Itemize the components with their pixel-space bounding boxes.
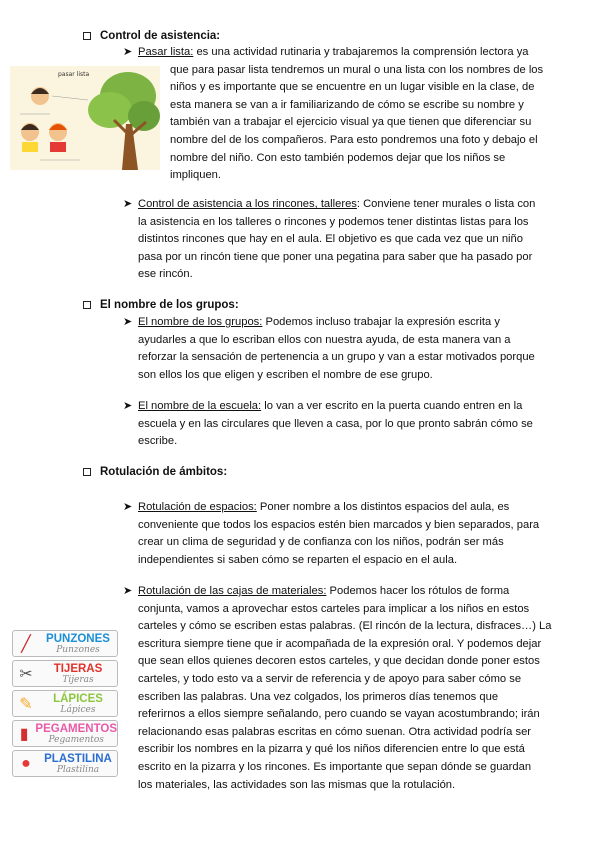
checkbox-bullet-icon [83,301,91,309]
paragraph: Rotulación de las cajas de materiales: Podemos hacer los rótulos de forma conjunta, vamos a aprovechar estos carteles para implicar a los niños en estos carteles y cómo se escriben estas palabras. (El rincón de la lectura, disfraces…) La escritura siempre tiene que ir acompañada de la expresión oral. Y podemos dejar que sean ellos quienes decoren estos carteles, y que decidan donde poner estos carteles, y todo esto va a servir de referencia y de apoyo para saber cómo se escriben las palabras. Una vez colgados, los primeros días tenemos que referirnos a ellos siempre señalando, pero cuando se vayan acostumbrando; irán relacionando esas palabras escritas en cómo suenan. Otra actividad podría ser escribir los nombres en la pizarra y qué los niños diferencien entre lo que está escrito en la pizarra y los rincones. Es importante que sepan dónde se guardan los materiales, las actividades son las mismas que la rotulación. [138,585,552,791]
section-heading: Control de asistencia: [83,30,220,42]
pencils-icon: ✎ [19,695,33,713]
arrow-bullet-icon: ➤ [123,198,133,210]
item-label: Rotulación de espacios: [138,501,257,513]
paragraph: El nombre de la escuela: lo van a ver escrito en la puerta cuando entren en la escuela y en las circulares que lleven a casa, por lo que pronto sabrán cómo se escribe. [138,400,533,448]
checkbox-bullet-icon [83,32,91,40]
material-label: ● PLASTILINA Plastilina [12,750,118,777]
arrow-bullet-icon: ➤ [123,400,133,412]
section-heading: El nombre de los grupos: [83,299,239,311]
material-labels-image [12,630,118,780]
paragraph: Control de asistencia a los rincones, talleres: Conviene tener murales o lista con la asistencia en los talleres o rincones y podemos tener distintas listas para los distintos rincones que hay en el aula. El objetivo es que cada vez que un niño pasa por un rincón tiene que poner una pegatina para saber que ha pasado por ese rincón. [138,198,536,281]
checkbox-bullet-icon [83,468,91,476]
material-label: ✎ LÁPICES Lápices [12,690,118,717]
arrow-bullet-icon: ➤ [123,46,133,58]
arrow-bullet-icon: ➤ [123,585,133,597]
glue-icon: ▮ [19,725,29,743]
item-label: El nombre de la escuela: [138,400,262,412]
awl-icon: ╱ [21,635,31,653]
section-heading: Rotulación de ámbitos: [83,466,227,478]
arrow-bullet-icon: ➤ [123,316,133,328]
paragraph: Rotulación de espacios: Poner nombre a los distintos espacios del aula, es conveniente que todos los espacios estén bien marcados y bien separados, para crear un clima de seguridad y de confianza con los niños, podrán ser más independientes si saben cómo se reparten el espacio en el aula. [138,501,540,566]
material-label: ▮ PEGAMENTOS Pegamentos [12,720,118,747]
arrow-bullet-icon: ➤ [123,501,133,513]
scissors-icon: ✂ [19,665,33,683]
paragraph-continuation: que para pasar lista tendremos un mural o una lista con los nombres de los niños y es importante que se encuentre en un lugar visible en la clase, de esta manera se van a ir familiarizando de cómo se escribe su nombre y también van a trabajar el ejercicio visual ya que tienen que diferenciar su nombre del de los compañeros. Para esto pondremos una foto y debajo el nombre del niño. Con esto también podemos dejar que los niños se impliquen. [170,63,544,182]
attendance-tree-illustration [10,66,160,170]
item-label: Control de asistencia a los rincones, talleres [138,198,357,210]
clay-icon: ● [21,754,31,772]
item-label: Rotulación de las cajas de materiales: [138,585,327,597]
material-label: ✂ TIJERAS Tijeras [12,660,118,687]
item-label: Pasar lista: [138,46,194,58]
paragraph: El nombre de los grupos: Podemos incluso trabajar la expresión escrita y ayudarles a que lo escriban ellos con nuestra ayuda, de esta manera van a reforzar la sensación de pertenencia a un grupo y van a estar motivados porque son ellos los que eligen y escriben el nombre de ese grupo. [138,316,535,381]
illustration-caption: pasar lista [58,71,90,78]
material-label: ╱ PUNZONES Punzones [12,630,118,657]
item-label: El nombre de los grupos: [138,316,263,328]
paragraph: Pasar lista: es una actividad rutinaria y trabajaremos la comprensión lectora ya [138,46,529,58]
